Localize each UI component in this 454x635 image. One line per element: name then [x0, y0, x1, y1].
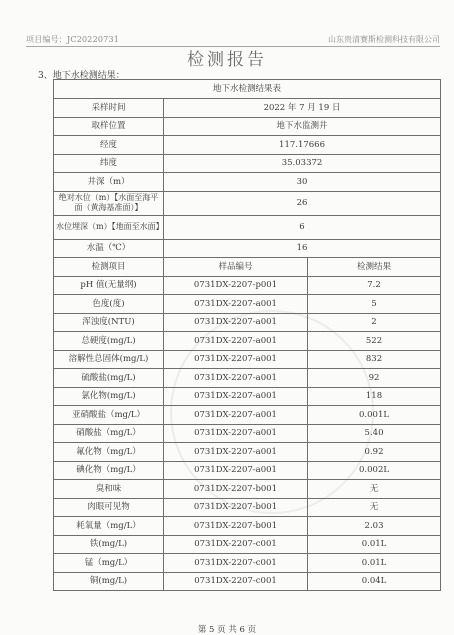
cell-item: 锰（mg/L） — [54, 554, 164, 573]
cell-sample: 0731DX-2207-p001 — [164, 276, 308, 295]
info-row — [54, 173, 441, 192]
info-value: 2022 年 7 月 19 日 — [164, 99, 441, 118]
column-header: 检测结果 — [308, 258, 441, 277]
cell-result: 0.001L — [308, 406, 441, 425]
cell-sample: 0731DX-2207-a001 — [164, 295, 308, 314]
table-row — [54, 313, 441, 332]
table-row — [54, 369, 441, 388]
info-row — [54, 239, 441, 258]
cell-result: 2.03 — [308, 517, 441, 536]
cell-result: 2 — [308, 313, 441, 332]
cell-sample: 0731DX-2207-b001 — [164, 480, 308, 499]
cell-sample: 0731DX-2207-a001 — [164, 443, 308, 462]
cell-item: 硝酸盐（mg/L） — [54, 424, 164, 443]
info-label: 井深（m） — [54, 173, 164, 192]
cell-item: 碘化物（mg/L） — [54, 461, 164, 480]
info-value: 16 — [164, 239, 441, 258]
cell-result: 0.002L — [308, 461, 441, 480]
page-number: 第 5 页 共 6 页 — [197, 625, 257, 635]
table-row — [54, 535, 441, 554]
info-label: 取样位置 — [54, 117, 164, 136]
cell-item: 硫酸盐(mg/L) — [54, 369, 164, 388]
column-header-row — [54, 258, 441, 277]
info-row — [54, 99, 441, 118]
cell-result: 832 — [308, 350, 441, 369]
info-label: 水位埋深（m）【地面至水面】 — [54, 215, 164, 239]
cell-sample: 0731DX-2207-a001 — [164, 406, 308, 425]
info-row — [54, 191, 441, 215]
cell-sample: 0731DX-2207-c001 — [164, 554, 308, 573]
table-row — [54, 350, 441, 369]
cell-item: 臭和味 — [54, 480, 164, 499]
company-name: 山东贵清赛斯检测科技有限公司 — [328, 35, 440, 44]
info-value: 30 — [164, 173, 441, 192]
info-value: 117.17666 — [164, 136, 441, 155]
info-row — [54, 154, 441, 173]
cell-result: 522 — [308, 332, 441, 351]
cell-item: 氯化物(mg/L) — [54, 387, 164, 406]
cell-sample: 0731DX-2207-b001 — [164, 498, 308, 517]
cell-item: 耗氧量（mg/L） — [54, 517, 164, 536]
cell-result: 0.01L — [308, 535, 441, 554]
cell-sample: 0731DX-2207-a001 — [164, 369, 308, 388]
table-row — [54, 295, 441, 314]
cell-result: 5 — [308, 295, 441, 314]
cell-item: 色度(度) — [54, 295, 164, 314]
cell-result: 0.04L — [308, 572, 441, 591]
table-row — [54, 461, 441, 480]
cell-sample: 0731DX-2207-b001 — [164, 517, 308, 536]
table-row — [54, 332, 441, 351]
cell-sample: 0731DX-2207-a001 — [164, 313, 308, 332]
project-number: 项目编号：JC20220731 — [26, 35, 120, 44]
table-row — [54, 424, 441, 443]
cell-result: 0.01L — [308, 554, 441, 573]
cell-result: 7.2 — [308, 276, 441, 295]
column-header: 样品编号 — [164, 258, 308, 277]
cell-sample: 0731DX-2207-c001 — [164, 572, 308, 591]
info-value: 地下水监测井 — [164, 117, 441, 136]
cell-result: 118 — [308, 387, 441, 406]
table-row — [54, 517, 441, 536]
table-row — [54, 406, 441, 425]
info-row — [54, 117, 441, 136]
table-row — [54, 572, 441, 591]
cell-result: 92 — [308, 369, 441, 388]
table-caption: 地下水检测结果表 — [54, 80, 441, 99]
info-row — [54, 215, 441, 239]
info-label: 纬度 — [54, 154, 164, 173]
info-row — [54, 136, 441, 155]
cell-item: 溶解性总固体(mg/L) — [54, 350, 164, 369]
cell-item: 肉眼可见物 — [54, 498, 164, 517]
document-title: 检测报告 — [187, 50, 267, 70]
cell-item: 总硬度(mg/L) — [54, 332, 164, 351]
info-value: 6 — [164, 215, 441, 239]
cell-sample: 0731DX-2207-a001 — [164, 332, 308, 351]
table-row — [54, 387, 441, 406]
cell-item: 浑浊度(NTU) — [54, 313, 164, 332]
results-table — [53, 79, 441, 591]
cell-result: 5.40 — [308, 424, 441, 443]
cell-item: pH 值(无量纲) — [54, 276, 164, 295]
cell-sample: 0731DX-2207-c001 — [164, 535, 308, 554]
table-row — [54, 498, 441, 517]
cell-result: 无 — [308, 480, 441, 499]
cell-item: 铜(mg/L) — [54, 572, 164, 591]
table-row — [54, 443, 441, 462]
cell-sample: 0731DX-2207-a001 — [164, 461, 308, 480]
cell-item: 亚硝酸盐（mg/L） — [54, 406, 164, 425]
info-label: 经度 — [54, 136, 164, 155]
info-label: 采样时间 — [54, 99, 164, 118]
section-heading: 3、地下水检测结果： — [38, 71, 125, 81]
info-label: 水温（℃） — [54, 239, 164, 258]
table-row — [54, 554, 441, 573]
table-row — [54, 480, 441, 499]
table-caption-row — [54, 80, 441, 99]
cell-sample: 0731DX-2207-a001 — [164, 350, 308, 369]
cell-item: 铁(mg/L) — [54, 535, 164, 554]
cell-sample: 0731DX-2207-a001 — [164, 424, 308, 443]
cell-item: 氟化物（mg/L） — [54, 443, 164, 462]
info-label: 绝对水位（m）【水面至海平面（黄海基准面）】 — [54, 191, 164, 215]
info-value: 35.03372 — [164, 154, 441, 173]
cell-sample: 0731DX-2207-a001 — [164, 387, 308, 406]
cell-result: 无 — [308, 498, 441, 517]
table-row — [54, 276, 441, 295]
cell-result: 0.92 — [308, 443, 441, 462]
info-value: 26 — [164, 191, 441, 215]
column-header: 检测项目 — [54, 258, 164, 277]
